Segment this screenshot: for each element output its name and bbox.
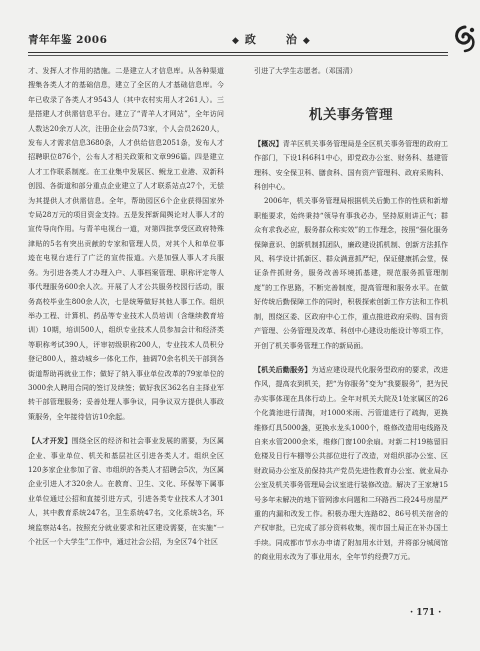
section-tag: 【机关后勤服务】	[254, 364, 312, 374]
left-column	[28, 64, 224, 549]
page-number: · 171 ·	[410, 608, 442, 618]
paragraph: 才、发挥人才作用的措施。二是建立人才信息库。从各种渠道搜集各类人才的基础信息，建立了全区的人才基础信息库。今年已收录了各类人才9543人（其中农村实用人才261人）。三是搭建人才供需信息平台。建立了“青羊人才网站”，全年访问人数达20余万人次，注册企业会员73家，个人会员2620人，发布人才需求信息3680条，人才供给信息2051条，发布人才招聘职位876个，公布人才相关政策和文章996篇。四是建立人才工作联系制度。在工业集中发展区、鲵龙工业港、双新科创园、各街道和部分重点企业建立了人才联系站点27个，无偿为其提供人才供需信息。全年，帮助园区6个企业获得国家外专局28万元的项目资金支持。五是发挥新闻舆论对人事人才的宣传导向作用。与青羊电视台一道，对第四批享受区政府特殊津贴的5名有突出贡献的专家和管理人员，对其个人和单位事迹在电视台进行了广泛的宣传报道。六是加强人事人才兵服务。为引进各类人才办理入户、人事档案管理、职称评定等人事代理服务600余人次。开展了人才公共服务校园行活动，服务高校毕业生800余人次，七是统筹做好其他人事工作。组织举办工程、计算机、药品等专业技术人员培训（含继续教育培训）10期，培训500人，组织专业技术人员参加会计和经济类等职称考试390人，评审初级职称200人，专业技术人员积分登记800人，推动城乡一体化工作，抽调70余名机关干部到各街道帮助再就业工作；做好了纳入事业单位改革的79家单位的3000余人聘用合同的签订及续签；做好我区362名自主择业军转干部管理服务；妥善处理人事争议，同争议双方提供人事政策服务，全年接待信访10余起。	[28, 66, 224, 421]
paragraph-text: 青羊区机关事务管理局是全区机关事务管理的政府工作部门，下设1科6科1中心，即党政办公室、财务科、基建管理科、安全保卫科、膳食科、国有资产管理科、政府采购科、科创中心。	[254, 138, 449, 192]
section-tag: 【人才开发】	[28, 436, 72, 446]
section-tag: 【概况】	[254, 138, 283, 148]
section-label	[226, 31, 316, 47]
paragraph	[254, 137, 448, 195]
paragraph: 引进了大学生志愿者。（邓国清）	[254, 66, 357, 75]
paragraph	[254, 363, 448, 565]
diamond-icon: ◆	[302, 36, 310, 46]
swirl-logo-icon	[452, 24, 478, 54]
header-rule	[28, 52, 448, 53]
diamond-icon: ◆	[232, 36, 239, 46]
header-rule-thin	[28, 55, 448, 56]
paragraph-text: 为适应建设现代化服务型政府的要求，改进作风，提高农到机关，把“为你服务”变为“我要服务”，把为民办实事体现在具体行动上。全年对机关大院及1处家属区的26个化粪池进行清掏，对1000米雨、污管道进行了疏掏，更换维修灯具5000盏，更换水龙头1000个，维修改造用电线路及自来水管2000余米，维修门窗100余扇。对新二村19栋留旧危楼及日行车棚等公共部位进行了改造，对组织部办公室、区财政局办公室及前保持共产党员先进性教育办公室、就业局办公室及机关事务管理局会议室进行装修改造。解决了王家塘15号多年未解决的地下管网渗水问题和二环路西二段24号房屋严重的内漏和改发工作。积极办理大连路82、86号机关宿舍的产权审批，已完成了部分资料收集，视市国土局正在补办国土手续。同成都市节水办申请了附加用水计划，并将部分城阅馆的商业用水改为了事业用水，全年节约经费7万元。	[254, 364, 449, 562]
section-heading: 机关事务管理	[309, 107, 393, 124]
paragraph	[28, 434, 224, 549]
paragraph: 2006年，机关事务管理局根据机关后勤工作的性质和新增职能要求，始终秉持“领导有事我必办，坚持原则讲正气；群众有求我必应，服务群众称实效”的工作理念，按照“强化服务保障意识、创新机制抓团队，廉政建设抓机制、创新方法抓作风、科学设计抓新区、群众满意抓严纪，保证健康抓会堂，保证条件抓财务，服务改善环境抓基建，规范服务抓管理制度”的工作思路，不断完善制度，提高管理和服务水平。在做好传统后勤保障工作的同时，积极探索创新工作方法和工作机制，围绕区委、区政府中心工作，重点推进政府采购、国有资产管理、公务管理及改革、科创中心建设功能设计等项工作，开创了机关事务管理工作的新局面。	[254, 196, 448, 350]
yearbook-title: 青年年鉴 2006	[28, 34, 108, 46]
section-char-1: 政	[244, 33, 256, 46]
section-char-2: 治	[285, 33, 297, 46]
paragraph-text: 围绕全区的经济和社会事业发展的需要，为区属企业、事业单位、机关和基层社区引进各类人才。组织全区120多家企业参加了省、市组织的各类人才招聘会5次，为区属企业引进人才320余人。在教育、卫生、文化、环保等下属事业单位通过公招和直接引进方式，引进各类专业技术人才301人，其中教育系统247名，卫生系统47名，文化系统3名，环境监察站4名。按照充分就业要求和社区建设需要，在实施“一个社区一个大学生”工作中，通过社会公招，为全区74个社区	[28, 436, 224, 546]
right-column	[254, 64, 448, 565]
running-header	[28, 30, 440, 48]
